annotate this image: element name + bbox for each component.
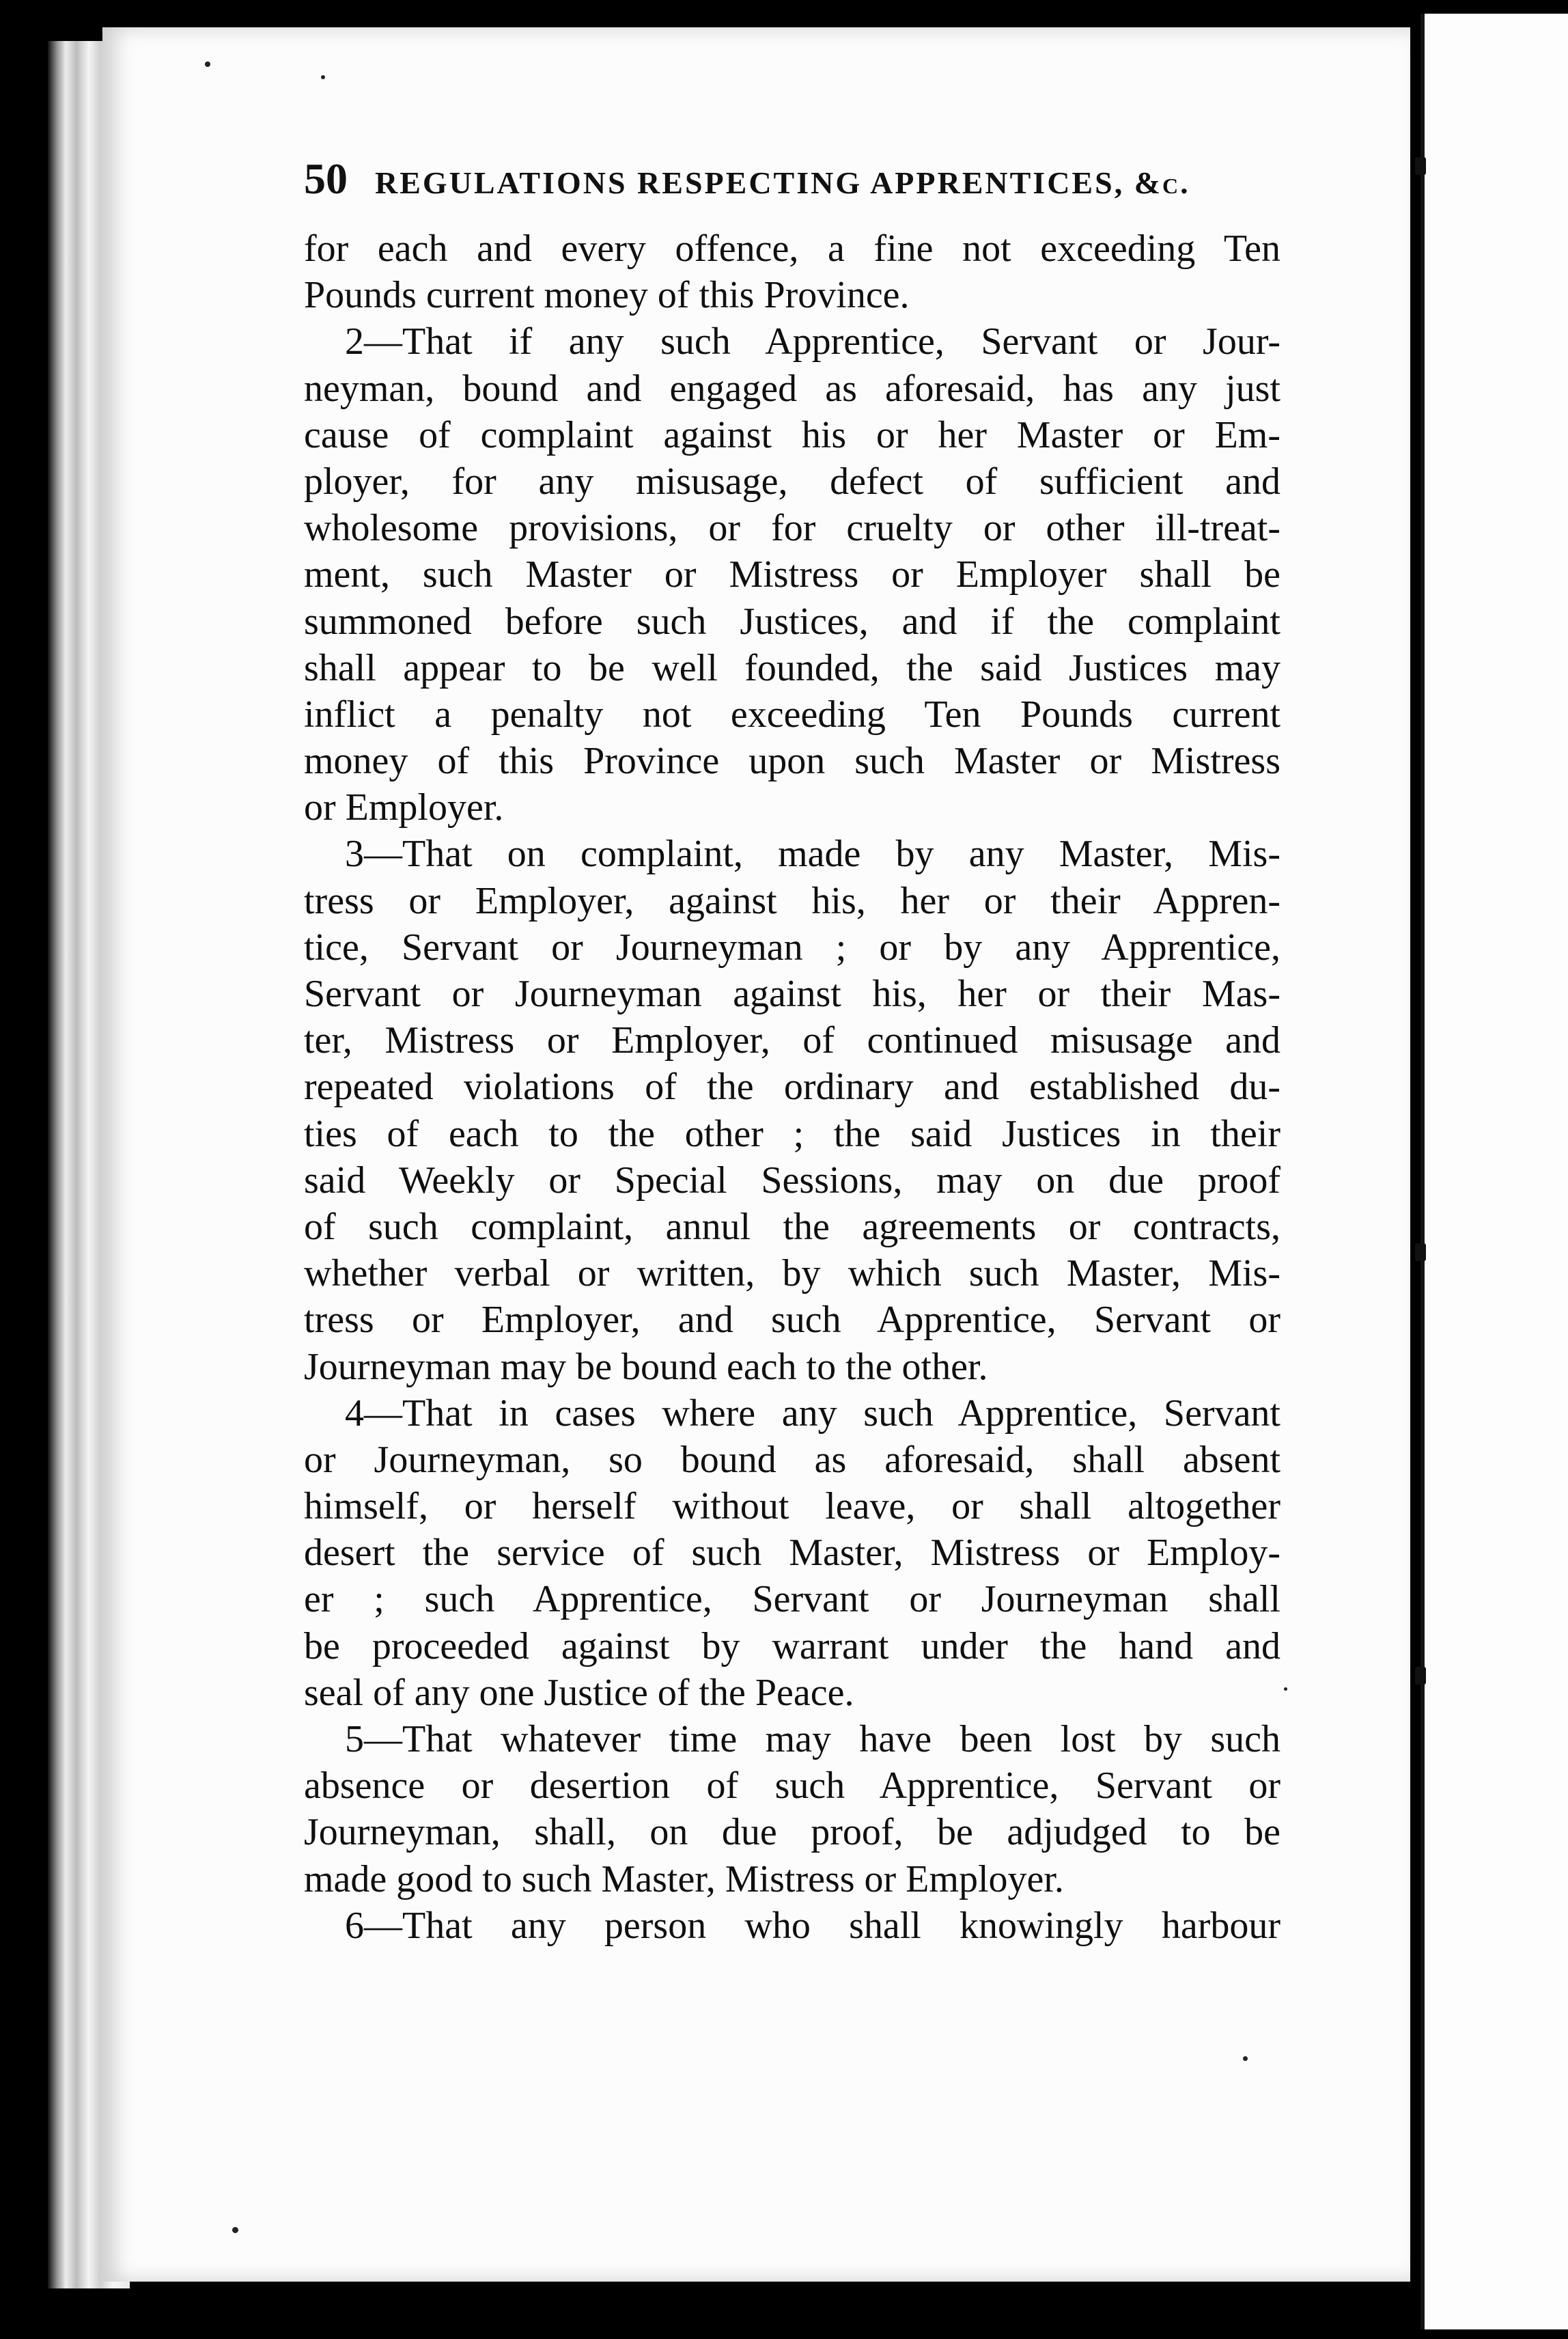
next-page-edge (1420, 14, 1568, 2329)
text-line: 6—That any person who shall knowingly harbour (345, 1904, 1280, 1947)
text-line: of such complaint, annul the agreements or contracts, (304, 1205, 1280, 1248)
text-line: ployer, for any misusage, defect of sufficient and (304, 460, 1280, 503)
page-edge-mark (1415, 1667, 1426, 1685)
text-line: ter, Mistress or Employer, of continued misusage and (304, 1019, 1280, 1062)
text-line: be proceeded against by warrant under the hand and (304, 1624, 1280, 1667)
body-text (304, 225, 1280, 1949)
text-line: Pounds current money of this Province. (304, 274, 910, 317)
page-edge-mark (1415, 1243, 1426, 1261)
dust-speck (232, 2227, 238, 2233)
text-line: for each and every offence, a fine not exceeding Ten (304, 227, 1280, 270)
page-edge-mark (1415, 157, 1426, 175)
text-line: made good to such Master, Mistress or Employer. (304, 1857, 1064, 1900)
text-line: 3—That on complaint, made by any Master, Mis- (345, 833, 1280, 876)
text-line: 2—That if any such Apprentice, Servant or Jour- (345, 320, 1280, 363)
text-line: absence or desertion of such Apprentice, Servant or (304, 1764, 1280, 1808)
page-header (304, 154, 1260, 208)
text-line: or Journeyman, so bound as aforesaid, shall absent (304, 1438, 1280, 1481)
dust-speck (321, 75, 325, 79)
text-line: summoned before such Justices, and if the complaint (304, 600, 1280, 643)
text-line: ties of each to the other ; the said Justices in their (304, 1112, 1280, 1155)
text-line: Servant or Journeyman against his, her or their Mas- (304, 973, 1280, 1015)
text-line: 5—That whatever time may have been lost by such (345, 1718, 1280, 1760)
text-line: inflict a penalty not exceeding Ten Pounds current (304, 693, 1280, 736)
text-line: desert the service of such Master, Mistress or Employ- (304, 1532, 1280, 1575)
text-line: cause of complaint against his or her Master or Em- (304, 413, 1280, 456)
dust-speck (1243, 2056, 1248, 2061)
text-line: himself, or herself without leave, or shall altogether (304, 1485, 1280, 1528)
dust-speck (1284, 1687, 1287, 1691)
text-line: Journeyman may be bound each to the other. (304, 1345, 988, 1388)
text-line: or Employer. (304, 786, 504, 829)
text-line: wholesome provisions, or for cruelty or other ill-treat- (304, 507, 1280, 550)
text-line: er ; such Apprentice, Servant or Journeyman shall (304, 1578, 1280, 1621)
text-line: seal of any one Justice of the Peace. (304, 1671, 854, 1714)
text-line: 4—That in cases where any such Apprentice, Servant (345, 1392, 1280, 1435)
text-line: repeated violations of the ordinary and established du- (304, 1066, 1280, 1109)
text-line: tice, Servant or Journeyman ; or by any Apprentice, (304, 926, 1280, 969)
text-line: money of this Province upon such Master or Mistress (304, 740, 1280, 783)
text-line: whether verbal or written, by which such Master, Mis- (304, 1252, 1280, 1295)
text-line: tress or Employer, against his, her or their Appren- (304, 879, 1280, 922)
page-number: 50 (304, 154, 348, 203)
running-title: REGULATIONS RESPECTING APPRENTICES, &c. (375, 165, 1190, 200)
text-line: shall appear to be well founded, the said Justices may (304, 646, 1280, 689)
text-line: tress or Employer, and such Apprentice, Servant or (304, 1299, 1280, 1342)
text-line: ment, such Master or Mistress or Employer shall be (304, 553, 1280, 596)
text-line: Journeyman, shall, on due proof, be adjudged to be (304, 1811, 1280, 1854)
text-line: said Weekly or Special Sessions, may on due proof (304, 1159, 1280, 1202)
dust-speck (205, 61, 210, 67)
text-line: neyman, bound and engaged as aforesaid, has any just (304, 367, 1280, 410)
